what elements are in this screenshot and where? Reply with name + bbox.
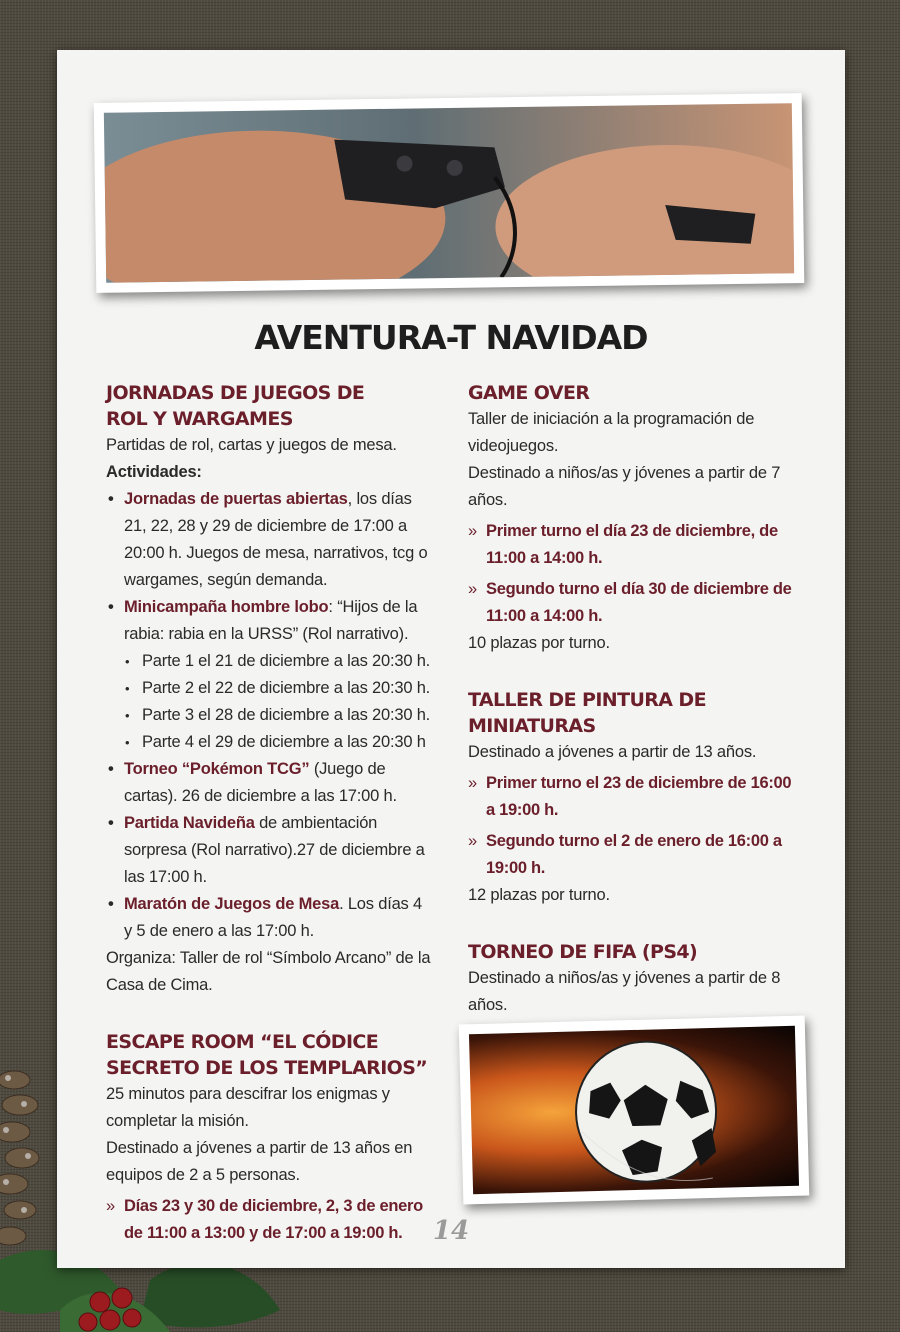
organizer-text: Organiza: Taller de rol “Símbolo Arcano” de la Casa de Cima. [106, 949, 431, 994]
section-description: Destinado a niños/as y jóvenes a partir de 8 años. [468, 969, 781, 1014]
schedule-text: Primer turno el día 23 de diciembre, de 11:00 a 14:00 h. [486, 522, 778, 567]
item-text: de ambientación sorpresa (Rol narrativo).27 de diciembre a las 17:00 h. [124, 814, 425, 886]
activities-label: Actividades: [106, 463, 202, 481]
heading-line: SECRETO DE LOS TEMPLARIOS” [106, 1057, 428, 1079]
left-column [106, 380, 432, 1247]
schedule-item [468, 518, 800, 572]
section-description: Taller de iniciación a la programación de videojuegos. [468, 410, 755, 455]
list-item [106, 756, 432, 810]
double-chevron-right-icon: » [468, 580, 477, 598]
item-title: Maratón de Juegos de Mesa [124, 895, 340, 913]
item-title: Torneo “Pokémon TCG” [124, 760, 310, 778]
section-heading [106, 1029, 432, 1081]
section-escape-room [106, 1029, 432, 1247]
double-chevron-right-icon: » [468, 832, 477, 850]
section-pintura [468, 687, 800, 909]
schedule-item [468, 828, 800, 882]
soccer-ball-photo [459, 1016, 810, 1205]
right-column [468, 380, 800, 1077]
section-description: Destinado a jóvenes a partir de 13 años en equipos de 2 a 5 personas. [106, 1139, 413, 1184]
section-heading: TORNEO DE FIFA (PS4) [468, 941, 698, 963]
double-chevron-right-icon: » [106, 1197, 115, 1215]
controller-hands-illustration [104, 103, 794, 283]
item-title: Minicampaña hombre lobo [124, 598, 329, 616]
section-description: Destinado a jóvenes a partir de 13 años. [468, 743, 757, 761]
double-chevron-right-icon: » [468, 774, 477, 792]
section-jornadas [106, 380, 432, 999]
schedule-text: Días 23 y 30 de diciembre, 2, 3 de enero de 11:00 a 13:00 y de 17:00 a 19:00 h. [124, 1197, 423, 1242]
heading-line: JORNADAS DE JUEGOS DE [106, 382, 365, 404]
double-chevron-right-icon: » [468, 522, 477, 540]
section-intro: Partidas de rol, cartas y juegos de mesa. [106, 436, 397, 454]
list-item [106, 486, 432, 594]
section-heading: GAME OVER [468, 382, 590, 404]
pinecone-decoration [0, 1060, 60, 1260]
item-text: : “Hijos de la rabia: rabia en la URSS” (Rol narrativo). [124, 598, 418, 643]
heading-line: ESCAPE ROOM “EL CÓDICE [106, 1031, 379, 1053]
seats-text: 10 plazas por turno. [468, 634, 610, 652]
gamers-photo [94, 93, 805, 293]
list-item [106, 594, 432, 756]
section-heading [106, 380, 432, 432]
list-item [106, 810, 432, 891]
schedule-item [468, 576, 800, 630]
section-description: 25 minutos para descifrar los enigmas y completar la misión. [106, 1085, 390, 1130]
seats-text: 12 plazas por turno. [468, 886, 610, 904]
brochure-page [57, 50, 845, 1268]
list-item: • Parte 3 el 28 de diciembre a las 20:30 h. [124, 702, 432, 729]
list-item: • Parte 1 el 21 de diciembre a las 20:30 h. [124, 648, 432, 675]
soccer-ball-icon [469, 1026, 799, 1194]
parts-list [124, 648, 432, 756]
heading-line: ROL Y WARGAMES [106, 408, 293, 430]
schedule-text: Segundo turno el 2 de enero de 16:00 a 19:00 h. [486, 832, 782, 877]
activities-list [106, 486, 432, 945]
list-item: • Parte 2 el 22 de diciembre a las 20:30 h. [124, 675, 432, 702]
item-title: Partida Navideña [124, 814, 255, 832]
page-title: AVENTURA-T NAVIDAD [254, 318, 648, 357]
schedule-text: Primer turno el 23 de diciembre de 16:00 a 19:00 h. [486, 774, 792, 819]
list-item [106, 891, 432, 945]
section-description: Destinado a niños/as y jóvenes a partir de 7 años. [468, 464, 781, 509]
schedule-text: Segundo turno el día 30 de diciembre de 11:00 a 14:00 h. [486, 580, 792, 625]
page-number: 14 [432, 1216, 470, 1246]
schedule-item [468, 770, 800, 824]
item-text: (Juego de cartas). 26 de diciembre a las 17:00 h. [124, 760, 397, 805]
item-text: . Los días 4 y 5 de enero a las 17:00 h. [124, 895, 422, 940]
item-title: Jornadas de puertas abiertas [124, 490, 348, 508]
item-text: , los días 21, 22, 28 y 29 de diciembre de 17:00 a 20:00 h. Juegos de mesa, narrativos, tcg o wargames, según demanda. [124, 490, 428, 589]
list-item: • Parte 4 el 29 de diciembre a las 20:30 h [124, 729, 432, 756]
section-game-over [468, 380, 800, 657]
section-heading: TALLER DE PINTURA DE MINIATURAS [468, 689, 706, 737]
